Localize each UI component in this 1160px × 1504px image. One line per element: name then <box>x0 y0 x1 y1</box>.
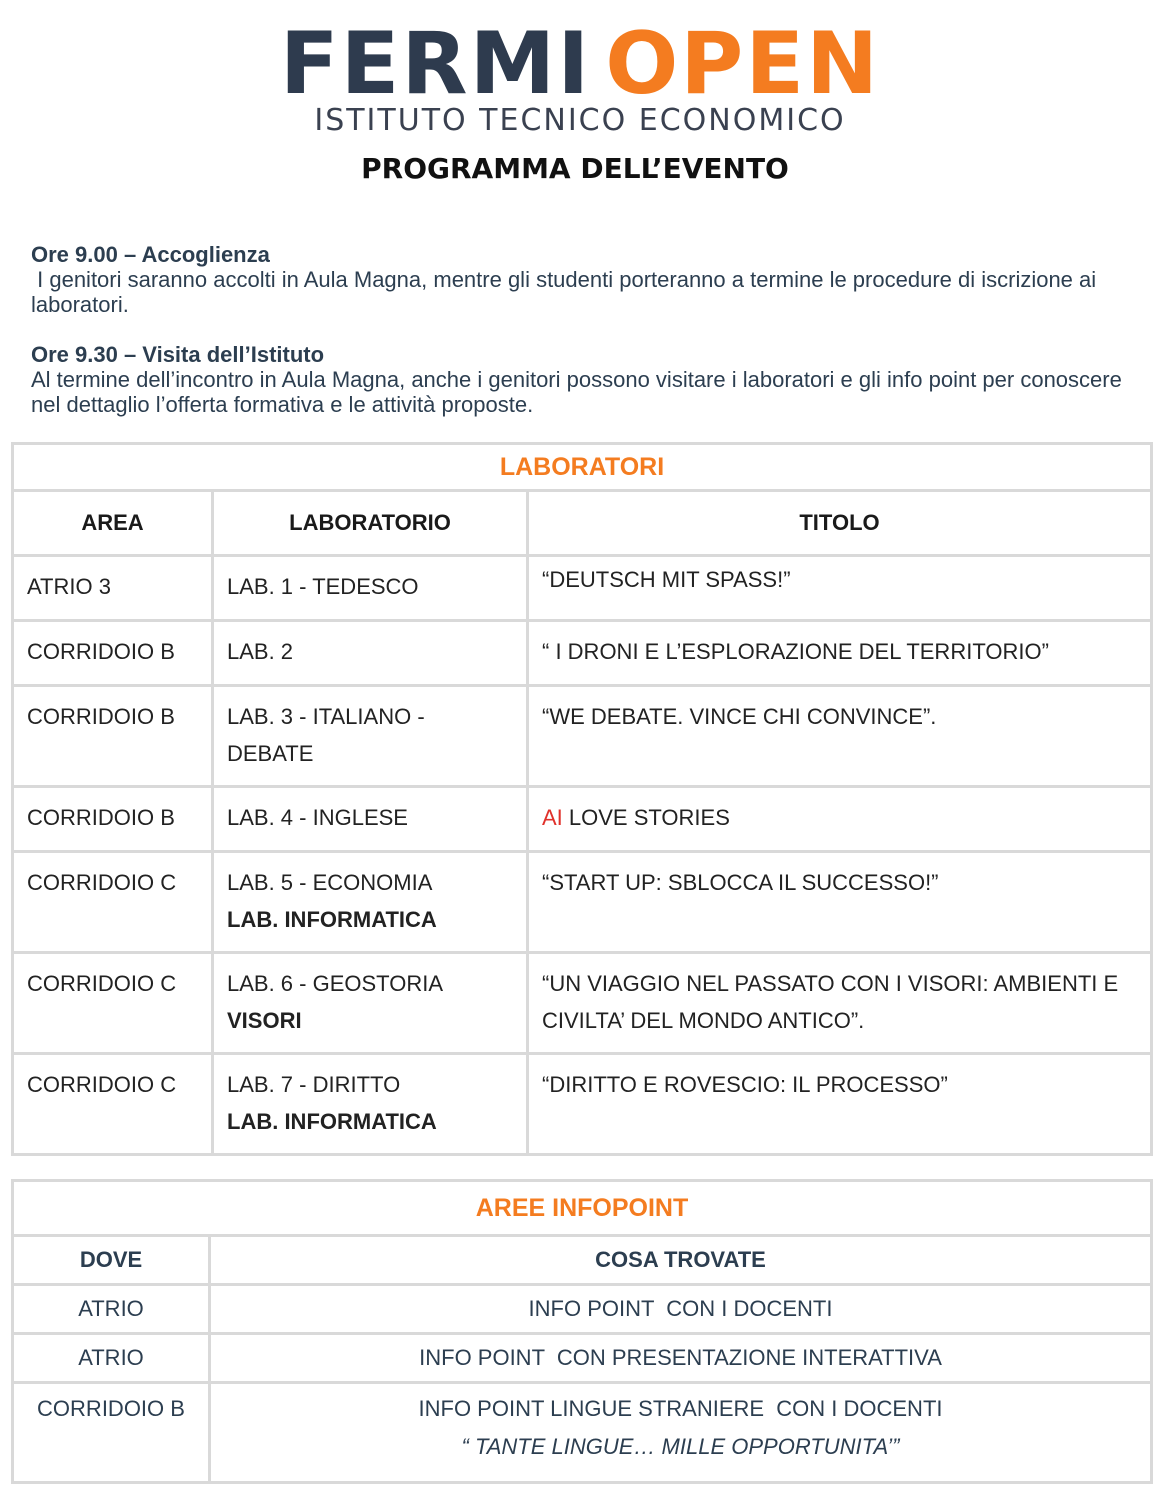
cell-what: INFO POINT CON I DOCENTI <box>210 1285 1152 1334</box>
table-row <box>13 1334 1152 1383</box>
schedule-item-welcome <box>31 242 1141 317</box>
logo-title <box>0 14 1160 114</box>
table-row <box>13 1285 1152 1334</box>
labs-table <box>11 442 1153 1156</box>
cell-title: “UN VIAGGIO NEL PASSATO CON I VISORI: AMBIENTI E CIVILTA’ DEL MONDO ANTICO”. <box>528 953 1152 1054</box>
schedule-item-visit <box>31 342 1141 417</box>
cell-what <box>210 1383 1152 1483</box>
table-row <box>13 556 1152 621</box>
logo-subtitle: ISTITUTO TECNICO ECONOMICO <box>314 103 846 138</box>
column-header-lab: LABORATORIO <box>213 491 528 556</box>
schedule-heading: Ore 9.30 – Visita dell’Istituto <box>31 342 325 367</box>
cell-lab: LAB. 4 - INGLESE <box>213 787 528 852</box>
cell-lab: LAB. 1 - TEDESCO <box>213 556 528 621</box>
schedule-text: I genitori saranno accolti in Aula Magna, mentre gli studenti porteranno a termine le procedure di iscrizione ai laboratori. <box>31 267 1103 317</box>
table-row <box>13 621 1152 686</box>
cell-where: ATRIO <box>13 1285 210 1334</box>
table-row <box>13 1054 1152 1155</box>
cell-area: CORRIDOIO B <box>13 621 213 686</box>
table-row <box>13 686 1152 787</box>
cell-what: INFO POINT CON PRESENTAZIONE INTERATTIVA <box>210 1334 1152 1383</box>
cell-title: “ I DRONI E L’ESPLORAZIONE DEL TERRITORIO” <box>528 621 1152 686</box>
event-title: PROGRAMMA DELL’EVENTO <box>361 152 789 185</box>
cell-lab: LAB. 3 - ITALIANO - DEBATE <box>213 686 528 787</box>
lab-name: LAB. 7 - DIRITTO <box>227 1072 401 1097</box>
schedule-text: Al termine dell’incontro in Aula Magna, anche i genitori possono visitare i laboratori e gli info point per conoscere nel dettaglio l’offerta formativa e le attività proposte. <box>31 367 1122 417</box>
lab-name: LAB. 6 - GEOSTORIA <box>227 971 443 996</box>
lab-name: LAB. 5 - ECONOMIA <box>227 870 433 895</box>
cell-area: CORRIDOIO C <box>13 953 213 1054</box>
column-header-title: TITOLO <box>528 491 1152 556</box>
table-row <box>13 787 1152 852</box>
cell-title: “DIRITTO E ROVESCIO: IL PROCESSO” <box>528 1054 1152 1155</box>
title-ai-prefix: AI <box>542 805 563 830</box>
cell-area: CORRIDOIO B <box>13 787 213 852</box>
schedule-heading: Ore 9.00 – Accoglienza <box>31 242 270 267</box>
cell-lab <box>213 953 528 1054</box>
logo-word-open: OPEN <box>605 14 881 114</box>
cell-title: “WE DEBATE. VINCE CHI CONVINCE”. <box>528 686 1152 787</box>
infopoint-table <box>11 1179 1153 1484</box>
cell-lab <box>213 1054 528 1155</box>
table-row <box>13 852 1152 953</box>
logo-word-fermi: FERMI <box>279 14 592 114</box>
cell-title: “START UP: SBLOCCA IL SUCCESSO!” <box>528 852 1152 953</box>
title-text: LOVE STORIES <box>562 805 730 830</box>
cell-area: ATRIO 3 <box>13 556 213 621</box>
lab-room: VISORI <box>227 1008 302 1033</box>
column-header-area: AREA <box>13 491 213 556</box>
column-header-where: DOVE <box>13 1236 210 1285</box>
infopoint-table-caption: AREE INFOPOINT <box>13 1181 1152 1236</box>
logo <box>0 14 1160 138</box>
cell-lab <box>213 852 528 953</box>
cell-area: CORRIDOIO B <box>13 686 213 787</box>
infopoint-slogan: “ TANTE LINGUE… MILLE OPPORTUNITA’” <box>461 1434 900 1459</box>
table-row <box>13 1383 1152 1483</box>
lab-room: LAB. INFORMATICA <box>227 907 437 932</box>
cell-title <box>528 787 1152 852</box>
lab-room: LAB. INFORMATICA <box>227 1109 437 1134</box>
cell-where: ATRIO <box>13 1334 210 1383</box>
cell-title: “DEUTSCH MIT SPASS!” <box>528 556 1152 621</box>
table-row <box>13 953 1152 1054</box>
column-header-what: COSA TROVATE <box>210 1236 1152 1285</box>
cell-where: CORRIDOIO B <box>13 1383 210 1483</box>
infopoint-description: INFO POINT LINGUE STRANIERE CON I DOCENTI <box>418 1396 943 1421</box>
cell-area: CORRIDOIO C <box>13 1054 213 1155</box>
labs-table-caption: LABORATORI <box>13 444 1152 491</box>
cell-area: CORRIDOIO C <box>13 852 213 953</box>
cell-lab: LAB. 2 <box>213 621 528 686</box>
